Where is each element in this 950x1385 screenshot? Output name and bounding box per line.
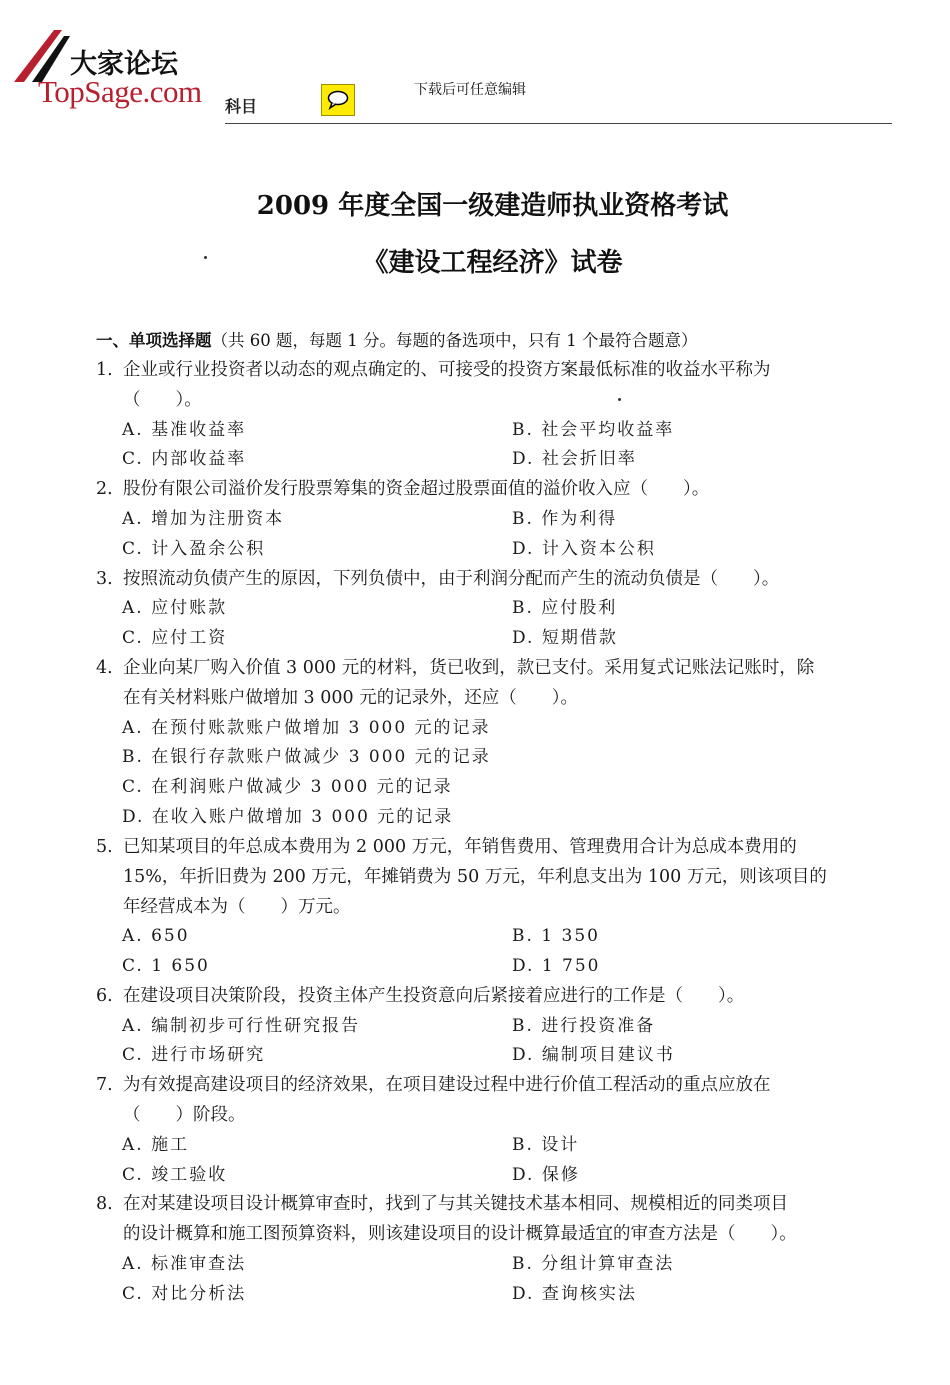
option-d[interactable]: D. 计入资本公积 [512,538,656,559]
question-text-line: 已知某项目的年总成本费用为 2 000 万元，年销售费用、管理费用合计为总成本费用的 [123,836,797,857]
question-1 [96,355,896,415]
exam-title: 2009 年度全国一级建造师执业资格考试 [256,191,729,221]
option-a[interactable]: A. 在预付账款账户做增加 3 000 元的记录 [122,717,491,738]
section-heading [96,327,697,351]
option-b[interactable]: B. 作为利得 [512,509,618,529]
question-text-line: （ ）。 [123,390,202,410]
logo-english-text: TopSage.com [38,74,202,109]
option-c[interactable]: C. 进行市场研究 [122,1045,266,1066]
option-a[interactable]: A. 标准审查法 [122,1254,247,1274]
question-8 [96,1189,896,1249]
question-number: 3. [96,568,113,589]
question-6 [96,981,896,1011]
option-c[interactable]: C. 在利润账户做减少 3 000 元的记录 [122,777,453,798]
question-number: 7. [96,1075,113,1096]
logo-chinese-text: 大家论坛 [70,49,178,80]
question-number: 2. [96,479,113,500]
option-a[interactable]: A. 基准收益率 [122,419,247,440]
question-2 [96,474,896,504]
question-text-line: 企业或行业投资者以动态的观点确定的、可接受的投资方案最低标准的收益水平称为 [123,360,771,380]
question-text-line: 年经营成本为（ ）万元。 [123,896,351,917]
question-stem [123,653,896,713]
speech-bubble-icon[interactable] [321,84,355,116]
option-d[interactable]: D. 短期借款 [512,628,618,649]
question-stem [123,564,896,594]
question-3 [96,564,896,594]
option-d[interactable]: D. 在收入账户做增加 3 000 元的记录 [122,806,454,827]
option-d[interactable]: D. 编制项目建议书 [512,1045,675,1066]
question-number: 4. [96,658,113,678]
option-b[interactable]: B. 社会平均收益率 [512,419,675,440]
option-a[interactable]: A. 施工 [122,1134,190,1155]
question-4 [96,653,896,713]
exam-subtitle: 《建设工程经济》试卷 [362,248,623,278]
question-text-line: 在建设项目决策阶段，投资主体产生投资意向后紧接着应进行的工作是（ ）。 [123,985,745,1006]
scan-speck [204,256,207,259]
option-d[interactable]: D. 1 750 [512,955,601,976]
question-number: 8. [96,1194,113,1215]
question-number: 1. [96,360,113,380]
question-text-line: （ ）阶段。 [123,1105,246,1126]
option-a[interactable]: A. 编制初步可行性研究报告 [122,1015,361,1036]
header-divider [225,123,892,124]
option-b[interactable]: B. 在银行存款账户做减少 3 000 元的记录 [122,747,491,768]
question-stem [123,474,896,504]
question-text-line: 股份有限公司溢价发行股票筹集的资金超过股票面值的溢价收入应（ ）。 [123,479,710,500]
option-a[interactable]: A. 650 [122,926,190,947]
option-c[interactable]: C. 竣工验收 [122,1164,228,1185]
section-title: 一、单项选择题 [96,331,212,350]
option-b[interactable]: B. 设计 [512,1134,580,1155]
edit-notice: 下载后可任意编辑 [414,82,526,98]
question-stem [123,355,896,415]
option-b[interactable]: B. 1 350 [512,926,600,947]
question-number: 5. [96,836,113,857]
option-d[interactable]: D. 社会折旧率 [512,449,637,470]
option-c[interactable]: C. 应付工资 [122,628,228,649]
option-d[interactable]: D. 保修 [512,1164,580,1185]
topsage-logo [12,22,212,112]
question-stem [123,1189,896,1249]
question-text-line: 在对某建设项目设计概算审查时，找到了与其关键技术基本相同、规模相近的同类项目 [123,1194,788,1215]
question-text-line: 为有效提高建设项目的经济效果，在项目建设过程中进行价值工程活动的重点应放在 [123,1075,771,1096]
question-5 [96,832,896,922]
question-text-line: 15%，年折旧费为 200 万元，年摊销费为 50 万元，年利息支出为 100 万元，则该项目的 [123,866,827,887]
question-stem [123,981,896,1011]
question-7 [96,1070,896,1130]
option-b[interactable]: B. 应付股利 [512,598,618,619]
question-text-line: 在有关材料账户做增加 3 000 元的记录外，还应（ ）。 [123,688,578,708]
section-instructions: （共 60 题，每题 1 分。每题的备选项中，只有 1 个最符合题意） [211,331,698,350]
question-text-line: 企业向某厂购入价值 3 000 元的材料，货已收到，款已支付。采用复式记账法记账时，除 [123,658,815,678]
question-number: 6. [96,985,113,1006]
option-c[interactable]: C. 1 650 [122,955,210,976]
option-b[interactable]: B. 分组计算审查法 [512,1254,675,1274]
subject-label: 科目 [225,97,258,116]
option-c[interactable]: C. 计入盈余公积 [122,538,266,559]
option-c[interactable]: C. 内部收益率 [122,449,247,470]
question-text-line: 的设计概算和施工图预算资料，则该建设项目的设计概算最适宜的审查方法是（ ）。 [123,1224,797,1245]
option-a[interactable]: A. 增加为注册资本 [122,509,285,529]
option-b[interactable]: B. 进行投资准备 [512,1015,656,1036]
question-stem [123,1070,896,1130]
option-c[interactable]: C. 对比分析法 [122,1283,247,1304]
option-a[interactable]: A. 应付账款 [122,598,228,619]
option-d[interactable]: D. 查询核实法 [512,1283,637,1304]
question-text-line: 按照流动负债产生的原因，下列负债中，由于利润分配而产生的流动负债是（ ）。 [123,568,780,589]
question-stem [123,832,896,922]
